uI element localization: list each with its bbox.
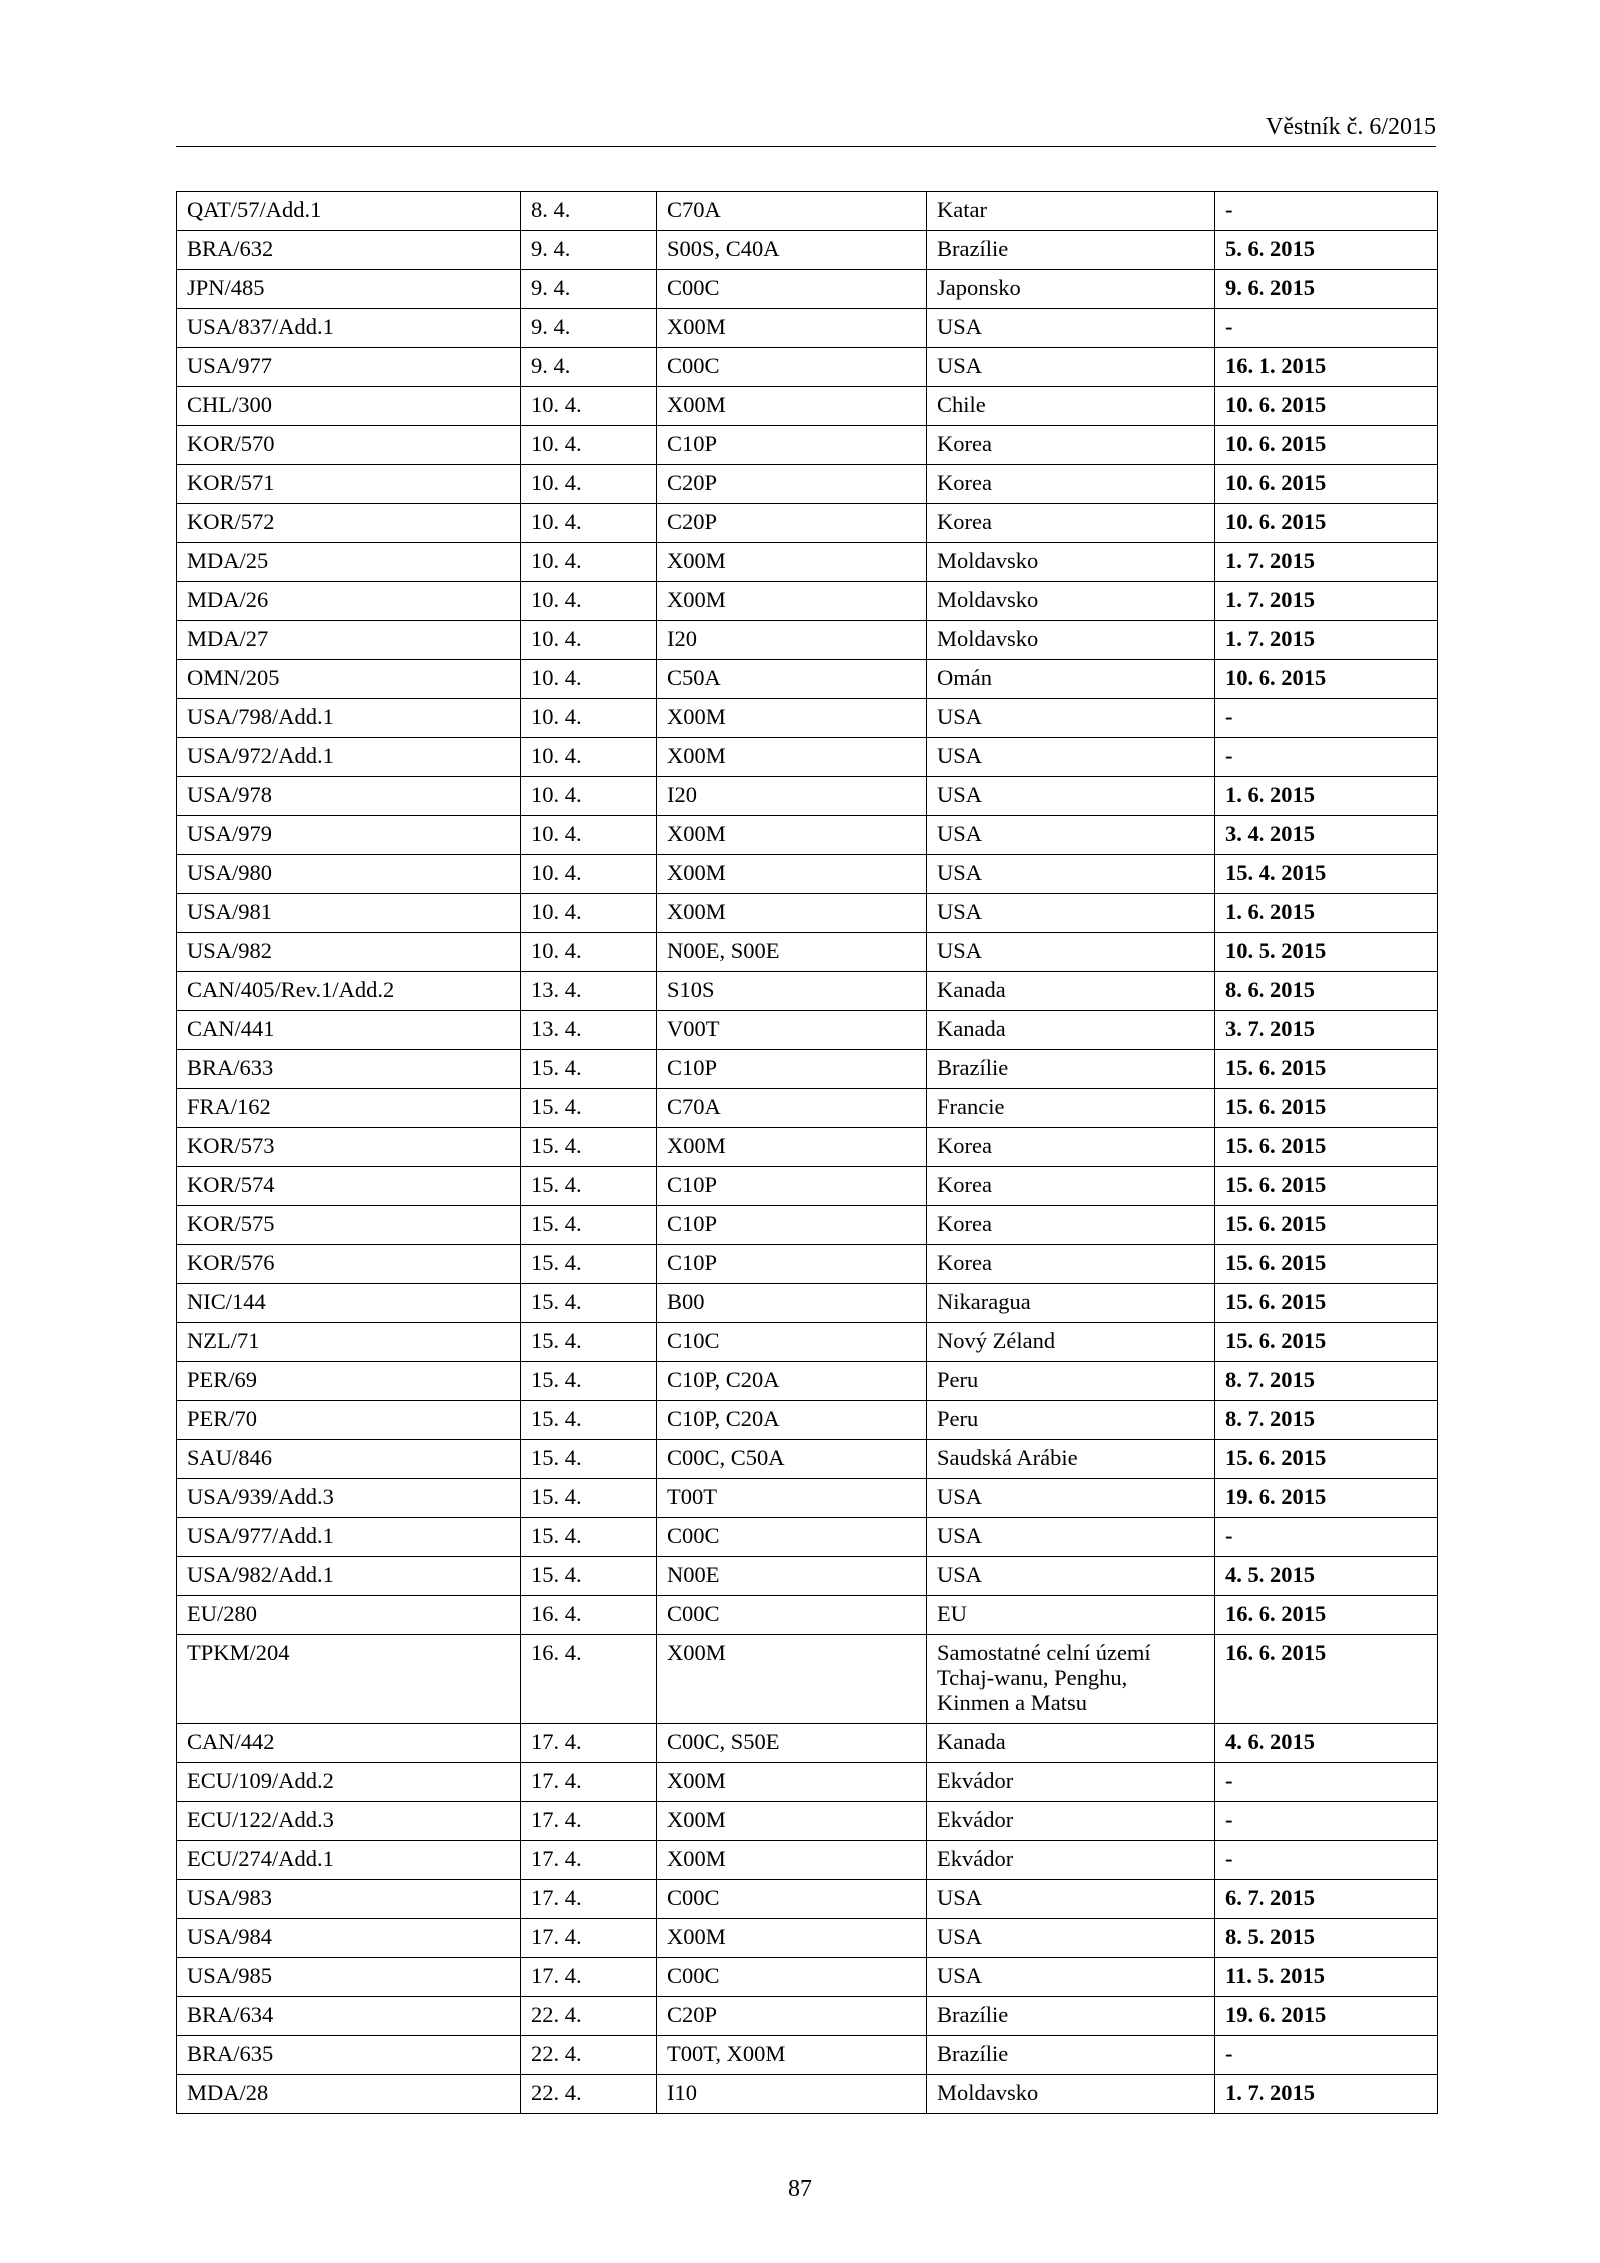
document-code-cell: KOR/571 [177,465,521,504]
table-row [177,933,1438,972]
table-row [177,621,1438,660]
country-cell: Korea [927,504,1215,543]
table-row [177,777,1438,816]
document-code-cell: KOR/570 [177,426,521,465]
date-cell: 17. 4. [521,1763,657,1802]
country-cell: Peru [927,1362,1215,1401]
date-cell: 8. 4. [521,192,657,231]
table-row [177,1011,1438,1050]
country-cell: Korea [927,1206,1215,1245]
classification-code-cell: I20 [657,621,927,660]
document-code-cell: ECU/109/Add.2 [177,1763,521,1802]
document-code-cell: USA/982 [177,933,521,972]
country-cell: EU [927,1596,1215,1635]
classification-code-cell: C10P [657,426,927,465]
document-code-cell: KOR/576 [177,1245,521,1284]
country-cell: Samostatné celní území Tchaj-wanu, Penghu, Kinmen a Matsu [927,1635,1215,1724]
deadline-cell: 15. 6. 2015 [1215,1050,1438,1089]
classification-code-cell: I10 [657,2075,927,2114]
classification-code-cell: C00C [657,1958,927,1997]
document-code-cell: USA/980 [177,855,521,894]
classification-code-cell: I20 [657,777,927,816]
deadline-cell: 16. 6. 2015 [1215,1596,1438,1635]
deadline-cell: 15. 6. 2015 [1215,1323,1438,1362]
table-row [177,1802,1438,1841]
document-code-cell: MDA/26 [177,582,521,621]
date-cell: 9. 4. [521,309,657,348]
deadline-cell: 4. 6. 2015 [1215,1724,1438,1763]
table-row [177,504,1438,543]
deadline-cell: 16. 1. 2015 [1215,348,1438,387]
deadline-cell: 4. 5. 2015 [1215,1557,1438,1596]
country-cell: USA [927,1518,1215,1557]
document-code-cell: ECU/274/Add.1 [177,1841,521,1880]
table-row [177,894,1438,933]
date-cell: 10. 4. [521,816,657,855]
date-cell: 10. 4. [521,543,657,582]
deadline-cell: 19. 6. 2015 [1215,1997,1438,2036]
date-cell: 13. 4. [521,972,657,1011]
table-row [177,1323,1438,1362]
document-code-cell: USA/983 [177,1880,521,1919]
date-cell: 10. 4. [521,660,657,699]
deadline-cell: 1. 6. 2015 [1215,894,1438,933]
deadline-cell: 15. 6. 2015 [1215,1440,1438,1479]
date-cell: 16. 4. [521,1635,657,1724]
deadline-cell: 3. 7. 2015 [1215,1011,1438,1050]
classification-code-cell: X00M [657,1635,927,1724]
table-row [177,1518,1438,1557]
deadline-cell: 10. 6. 2015 [1215,387,1438,426]
date-cell: 15. 4. [521,1206,657,1245]
country-cell: Korea [927,1245,1215,1284]
deadline-cell: 19. 6. 2015 [1215,1479,1438,1518]
deadline-cell: 10. 6. 2015 [1215,660,1438,699]
country-cell: Nikaragua [927,1284,1215,1323]
classification-code-cell: N00E, S00E [657,933,927,972]
country-cell: USA [927,1557,1215,1596]
document-code-cell: BRA/635 [177,2036,521,2075]
classification-code-cell: X00M [657,699,927,738]
table-row [177,348,1438,387]
country-cell: Omán [927,660,1215,699]
document-code-cell: NIC/144 [177,1284,521,1323]
classification-code-cell: S00S, C40A [657,231,927,270]
classification-code-cell: B00 [657,1284,927,1323]
document-code-cell: MDA/25 [177,543,521,582]
date-cell: 15. 4. [521,1167,657,1206]
date-cell: 22. 4. [521,2036,657,2075]
document-code-cell: CHL/300 [177,387,521,426]
deadline-cell: 1. 7. 2015 [1215,582,1438,621]
table-row [177,270,1438,309]
date-cell: 15. 4. [521,1128,657,1167]
date-cell: 10. 4. [521,894,657,933]
table-row [177,1362,1438,1401]
country-cell: Moldavsko [927,2075,1215,2114]
country-cell: USA [927,816,1215,855]
country-cell: USA [927,699,1215,738]
date-cell: 17. 4. [521,1919,657,1958]
classification-code-cell: S10S [657,972,927,1011]
table-row [177,972,1438,1011]
deadline-cell: 15. 4. 2015 [1215,855,1438,894]
date-cell: 10. 4. [521,426,657,465]
document-code-cell: EU/280 [177,1596,521,1635]
date-cell: 10. 4. [521,933,657,972]
date-cell: 15. 4. [521,1479,657,1518]
classification-code-cell: C20P [657,504,927,543]
classification-code-cell: C10P [657,1206,927,1245]
date-cell: 9. 4. [521,348,657,387]
classification-code-cell: N00E [657,1557,927,1596]
document-code-cell: KOR/574 [177,1167,521,1206]
date-cell: 15. 4. [521,1401,657,1440]
document-code-cell: BRA/633 [177,1050,521,1089]
country-cell: Korea [927,1128,1215,1167]
deadline-cell: 9. 6. 2015 [1215,270,1438,309]
date-cell: 17. 4. [521,1724,657,1763]
table-row [177,1557,1438,1596]
deadline-cell: 16. 6. 2015 [1215,1635,1438,1724]
date-cell: 10. 4. [521,504,657,543]
date-cell: 15. 4. [521,1089,657,1128]
date-cell: 10. 4. [521,387,657,426]
table-row [177,1635,1438,1724]
document-code-cell: USA/939/Add.3 [177,1479,521,1518]
deadline-cell: 10. 5. 2015 [1215,933,1438,972]
date-cell: 15. 4. [521,1440,657,1479]
deadline-cell: 1. 7. 2015 [1215,621,1438,660]
date-cell: 10. 4. [521,738,657,777]
document-code-cell: NZL/71 [177,1323,521,1362]
country-cell: Moldavsko [927,582,1215,621]
table-row [177,1284,1438,1323]
document-code-cell: ECU/122/Add.3 [177,1802,521,1841]
classification-code-cell: C10P [657,1167,927,1206]
country-cell: Moldavsko [927,621,1215,660]
classification-code-cell: V00T [657,1011,927,1050]
date-cell: 15. 4. [521,1557,657,1596]
classification-code-cell: C00C [657,1596,927,1635]
date-cell: 22. 4. [521,2075,657,2114]
country-cell: Korea [927,1167,1215,1206]
table-row [177,543,1438,582]
date-cell: 10. 4. [521,699,657,738]
document-code-cell: FRA/162 [177,1089,521,1128]
table-row [177,855,1438,894]
document-code-cell: MDA/28 [177,2075,521,2114]
document-code-cell: CAN/442 [177,1724,521,1763]
deadline-cell: 15. 6. 2015 [1215,1245,1438,1284]
date-cell: 15. 4. [521,1284,657,1323]
document-code-cell: CAN/441 [177,1011,521,1050]
classification-code-cell: C00C, C50A [657,1440,927,1479]
classification-code-cell: C00C [657,1880,927,1919]
country-cell: Brazílie [927,231,1215,270]
classification-code-cell: X00M [657,543,927,582]
date-cell: 9. 4. [521,270,657,309]
deadline-cell: 15. 6. 2015 [1215,1167,1438,1206]
document-code-cell: USA/977 [177,348,521,387]
table-row [177,1401,1438,1440]
table-row [177,1050,1438,1089]
classification-code-cell: C00C [657,270,927,309]
table-row [177,1206,1438,1245]
country-cell: USA [927,1919,1215,1958]
deadline-cell: 15. 6. 2015 [1215,1089,1438,1128]
classification-code-cell: C70A [657,192,927,231]
classification-code-cell: X00M [657,1128,927,1167]
document-code-cell: TPKM/204 [177,1635,521,1724]
country-cell: Brazílie [927,1050,1215,1089]
table-row [177,309,1438,348]
date-cell: 15. 4. [521,1323,657,1362]
classification-code-cell: T00T [657,1479,927,1518]
country-cell: Kanada [927,1724,1215,1763]
deadline-cell: - [1215,192,1438,231]
country-cell: Ekvádor [927,1802,1215,1841]
country-cell: USA [927,933,1215,972]
classification-code-cell: X00M [657,309,927,348]
page-number: 87 [788,2176,812,2202]
document-code-cell: MDA/27 [177,621,521,660]
table-row [177,1997,1438,2036]
document-code-cell: USA/982/Add.1 [177,1557,521,1596]
country-cell: USA [927,309,1215,348]
classification-code-cell: C00C [657,1518,927,1557]
deadline-cell: 11. 5. 2015 [1215,1958,1438,1997]
table-row [177,1167,1438,1206]
country-cell: Peru [927,1401,1215,1440]
document-code-cell: JPN/485 [177,270,521,309]
date-cell: 17. 4. [521,1880,657,1919]
country-cell: Moldavsko [927,543,1215,582]
table-row [177,231,1438,270]
date-cell: 10. 4. [521,465,657,504]
date-cell: 10. 4. [521,855,657,894]
document-code-cell: SAU/846 [177,1440,521,1479]
date-cell: 15. 4. [521,1362,657,1401]
table-row [177,387,1438,426]
deadline-cell: - [1215,2036,1438,2075]
table-row [177,1724,1438,1763]
country-cell: Chile [927,387,1215,426]
deadline-cell: 1. 7. 2015 [1215,2075,1438,2114]
classification-code-cell: C70A [657,1089,927,1128]
country-cell: Saudská Arábie [927,1440,1215,1479]
table-body [177,192,1438,2114]
classification-code-cell: X00M [657,1802,927,1841]
country-cell: USA [927,855,1215,894]
table-row [177,1919,1438,1958]
country-cell: USA [927,1958,1215,1997]
table-row [177,465,1438,504]
notifications-table [176,191,1438,2114]
date-cell: 17. 4. [521,1841,657,1880]
deadline-cell: 8. 5. 2015 [1215,1919,1438,1958]
classification-code-cell: C20P [657,465,927,504]
country-cell: Korea [927,426,1215,465]
classification-code-cell: C00C, S50E [657,1724,927,1763]
deadline-cell: - [1215,1518,1438,1557]
date-cell: 13. 4. [521,1011,657,1050]
country-cell: Kanada [927,972,1215,1011]
table-row [177,1089,1438,1128]
table-row [177,1958,1438,1997]
table-row [177,2075,1438,2114]
country-cell: USA [927,894,1215,933]
date-cell: 15. 4. [521,1518,657,1557]
country-cell: Nový Zéland [927,1323,1215,1362]
document-code-cell: USA/837/Add.1 [177,309,521,348]
classification-code-cell: C10P [657,1050,927,1089]
deadline-cell: 8. 7. 2015 [1215,1401,1438,1440]
classification-code-cell: X00M [657,582,927,621]
document-code-cell: KOR/572 [177,504,521,543]
document-code-cell: KOR/575 [177,1206,521,1245]
date-cell: 10. 4. [521,621,657,660]
country-cell: Katar [927,192,1215,231]
date-cell: 10. 4. [521,777,657,816]
table-row [177,1880,1438,1919]
deadline-cell: 8. 7. 2015 [1215,1362,1438,1401]
deadline-cell: 6. 7. 2015 [1215,1880,1438,1919]
deadline-cell: 1. 6. 2015 [1215,777,1438,816]
classification-code-cell: X00M [657,387,927,426]
document-code-cell: PER/69 [177,1362,521,1401]
date-cell: 15. 4. [521,1050,657,1089]
document-code-cell: CAN/405/Rev.1/Add.2 [177,972,521,1011]
date-cell: 17. 4. [521,1802,657,1841]
country-cell: Ekvádor [927,1763,1215,1802]
document-code-cell: USA/798/Add.1 [177,699,521,738]
deadline-cell: - [1215,699,1438,738]
classification-code-cell: X00M [657,894,927,933]
classification-code-cell: X00M [657,816,927,855]
document-code-cell: USA/979 [177,816,521,855]
date-cell: 16. 4. [521,1596,657,1635]
deadline-cell: 1. 7. 2015 [1215,543,1438,582]
deadline-cell: 10. 6. 2015 [1215,504,1438,543]
country-cell: USA [927,1479,1215,1518]
table-row [177,1479,1438,1518]
document-code-cell: QAT/57/Add.1 [177,192,521,231]
classification-code-cell: C10P [657,1245,927,1284]
country-cell: Brazílie [927,1997,1215,2036]
deadline-cell: - [1215,1802,1438,1841]
table-row [177,1763,1438,1802]
country-cell: USA [927,1880,1215,1919]
deadline-cell: - [1215,1841,1438,1880]
classification-code-cell: X00M [657,1841,927,1880]
table-row [177,738,1438,777]
deadline-cell: 3. 4. 2015 [1215,816,1438,855]
table-row [177,1128,1438,1167]
deadline-cell: 15. 6. 2015 [1215,1284,1438,1323]
deadline-cell: 5. 6. 2015 [1215,231,1438,270]
page-header [176,108,1436,147]
classification-code-cell: C50A [657,660,927,699]
table-row [177,582,1438,621]
deadline-cell: 15. 6. 2015 [1215,1128,1438,1167]
table-row [177,1841,1438,1880]
classification-code-cell: X00M [657,1763,927,1802]
document-code-cell: USA/972/Add.1 [177,738,521,777]
classification-code-cell: C10P, C20A [657,1362,927,1401]
classification-code-cell: C10C [657,1323,927,1362]
date-cell: 9. 4. [521,231,657,270]
table-row [177,2036,1438,2075]
date-cell: 17. 4. [521,1958,657,1997]
classification-code-cell: C10P, C20A [657,1401,927,1440]
classification-code-cell: X00M [657,738,927,777]
country-cell: USA [927,348,1215,387]
deadline-cell: - [1215,1763,1438,1802]
document-code-cell: BRA/634 [177,1997,521,2036]
classification-code-cell: T00T, X00M [657,2036,927,2075]
deadline-cell: 15. 6. 2015 [1215,1206,1438,1245]
table-row [177,192,1438,231]
classification-code-cell: C00C [657,348,927,387]
country-cell: Brazílie [927,2036,1215,2075]
date-cell: 10. 4. [521,582,657,621]
document-code-cell: USA/984 [177,1919,521,1958]
document-code-cell: USA/977/Add.1 [177,1518,521,1557]
country-cell: Ekvádor [927,1841,1215,1880]
journal-title: Věstník č. 6/2015 [1266,114,1436,140]
document-code-cell: USA/985 [177,1958,521,1997]
date-cell: 22. 4. [521,1997,657,2036]
country-cell: USA [927,777,1215,816]
table-row [177,1440,1438,1479]
document-code-cell: OMN/205 [177,660,521,699]
document-code-cell: USA/978 [177,777,521,816]
deadline-cell: 10. 6. 2015 [1215,426,1438,465]
table-row [177,1596,1438,1635]
deadline-cell: 10. 6. 2015 [1215,465,1438,504]
document-code-cell: USA/981 [177,894,521,933]
country-cell: Japonsko [927,270,1215,309]
classification-code-cell: X00M [657,1919,927,1958]
classification-code-cell: C20P [657,1997,927,2036]
deadline-cell: - [1215,309,1438,348]
document-code-cell: BRA/632 [177,231,521,270]
country-cell: Kanada [927,1011,1215,1050]
table-row [177,1245,1438,1284]
document-code-cell: KOR/573 [177,1128,521,1167]
classification-code-cell: X00M [657,855,927,894]
deadline-cell: - [1215,738,1438,777]
deadline-cell: 8. 6. 2015 [1215,972,1438,1011]
document-code-cell: PER/70 [177,1401,521,1440]
country-cell: Francie [927,1089,1215,1128]
country-cell: Korea [927,465,1215,504]
table-row [177,660,1438,699]
table-row [177,426,1438,465]
date-cell: 15. 4. [521,1245,657,1284]
country-cell: USA [927,738,1215,777]
table-row [177,816,1438,855]
table-row [177,699,1438,738]
